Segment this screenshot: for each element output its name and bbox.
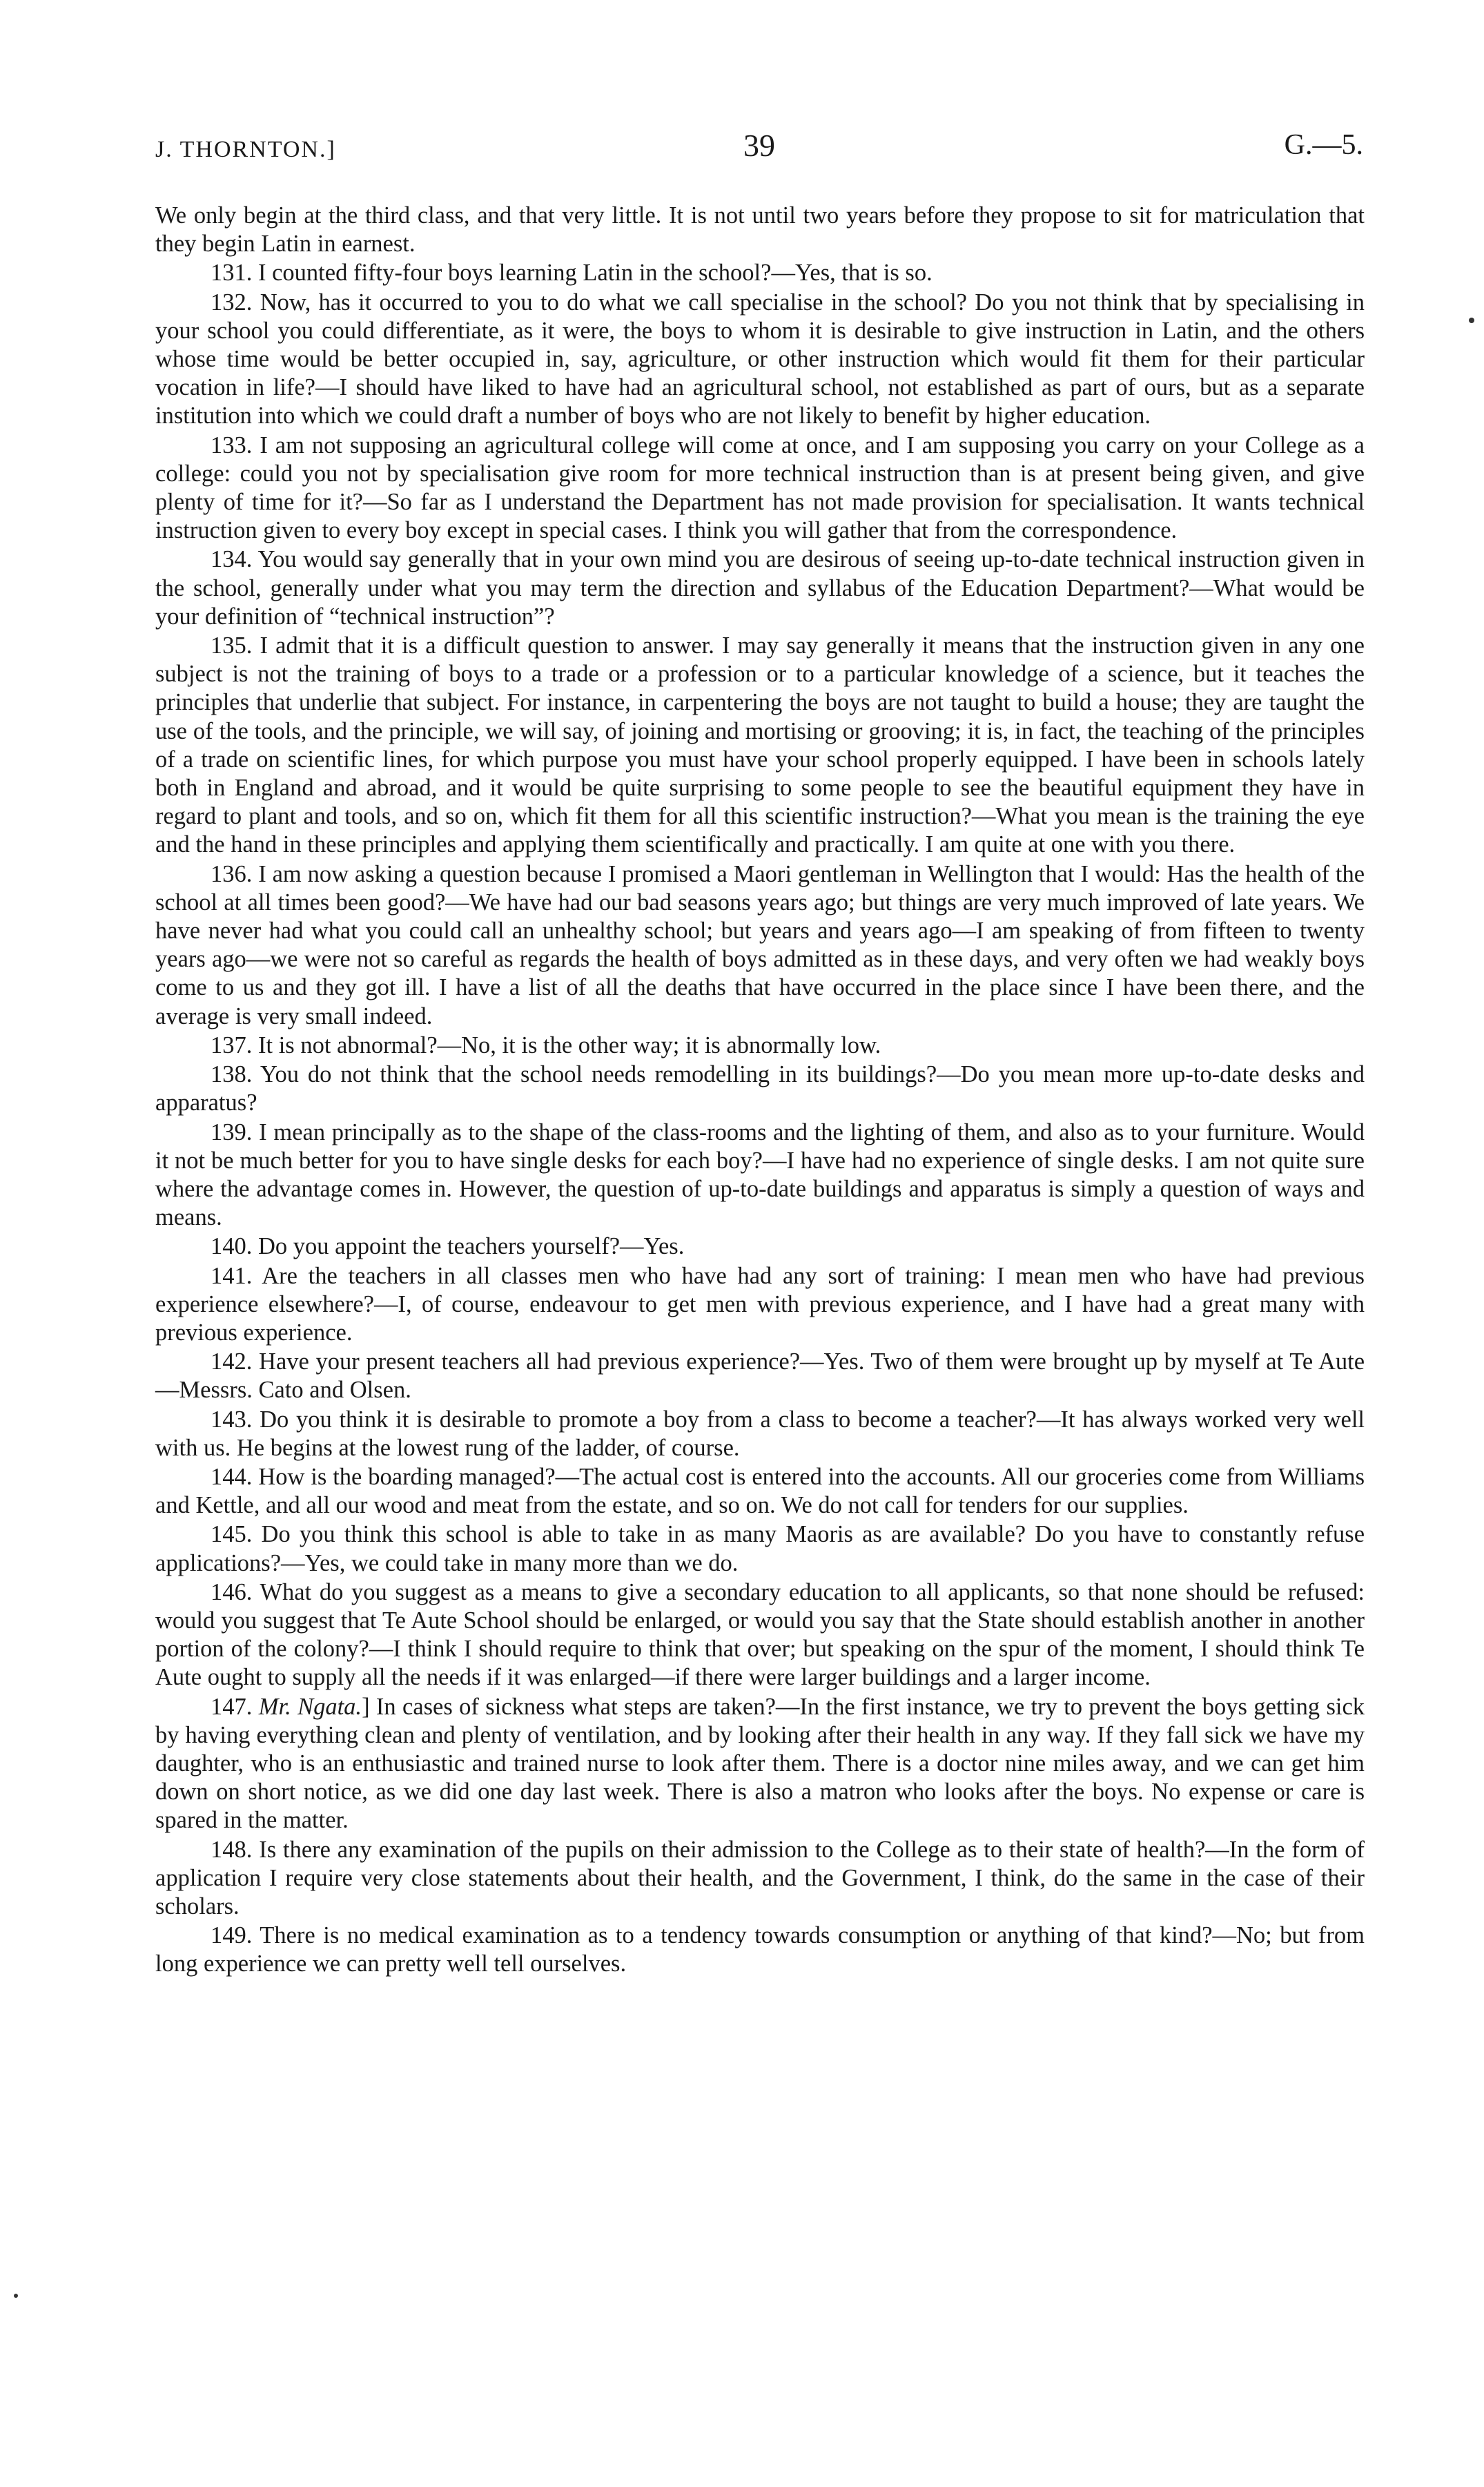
paragraph-142 — [155, 1348, 1365, 1404]
page-body — [155, 202, 1365, 1979]
margin-mark — [1469, 318, 1474, 323]
paragraph-145 — [155, 1520, 1365, 1577]
paragraph-number: 147. — [211, 1693, 253, 1720]
paragraph-133 — [155, 432, 1365, 545]
paragraph-148 — [155, 1836, 1365, 1922]
paragraph-number: 142. — [211, 1348, 253, 1375]
paragraph-text: Do you think it is desirable to promote a boy from a class to become a teacher?—It has always worked very well with us. He begins at the lowest rung of the ladder, of course. — [155, 1406, 1365, 1461]
paragraph-number: 138. — [211, 1061, 253, 1088]
paragraph-143 — [155, 1406, 1365, 1462]
header-witness-name: J. THORNTON.] — [155, 137, 336, 162]
paragraph-147 — [155, 1693, 1365, 1835]
speaker-name: Mr. Ngata. — [258, 1693, 362, 1720]
paragraph-number: 137. — [211, 1032, 253, 1058]
paragraph-number: 139. — [211, 1119, 253, 1145]
paragraph-text: Are the teachers in all classes men who have had any sort of training: I mean men who have had previous experience elsewhere?—I, of course, endeavour to get men with previous experience, and I have had a great many with previous experience. — [155, 1262, 1365, 1346]
paragraph-132 — [155, 289, 1365, 431]
paragraph-number: 136. — [211, 860, 253, 887]
paragraph-number: 133. — [211, 432, 253, 458]
paragraph-text: I counted fifty-four boys learning Latin in the school?—Yes, that is so. — [258, 260, 933, 287]
paragraph-text: What do you suggest as a means to give a secondary education to all applicants, so that none should be refused: would you suggest that Te Aute School should be enlarged, or would you say that the State should establish another in another portion of the colony?—I think I should require to think that over; but speaking on the spur of the moment, I should think Te Aute ought to supply all the needs if it was enlarged—if there were larger buildings and a larger income. — [155, 1578, 1365, 1691]
paragraph-137 — [155, 1032, 1365, 1060]
paragraph-text: Now, has it occurred to you to do what we call specialise in the school? Do you not think that by specialising in your school you could differentiate, as it were, the boys to whom it is desirable to give instruction in Latin, and the others whose time would be better occupied in, say, agriculture, or other instruction which would fit them for their particular vocation in life?—I should have liked to have had an agricultural school, not established as part of ours, but as a separate institution into which we could draft a number of boys who are not likely to benefit by higher education. — [155, 289, 1365, 429]
paragraph-number: 131. — [211, 260, 253, 287]
paragraph-text: I am now asking a question because I promised a Maori gentleman in Wellington that I would: Has the health of the school at all times been good?—We have had our bad seasons years ago; but things are very much improved of late years. We have never had what you could call an unhealthy school; but years and years ago—I am speaking of from fifteen to twenty years ago—we were not so careful as regards the health of boys admitted as in these days, and very often we had weakly boys come to us and they got ill. I have a list of all the deaths that have occurred in the place since I have been there, and the average is very small indeed. — [155, 860, 1365, 1029]
paragraph-number: 145. — [211, 1521, 253, 1548]
opening-paragraph: We only begin at the third class, and that very little. It is not until two years before they propose to sit for matriculation that they begin Latin in earnest. — [155, 202, 1365, 258]
paragraph-text: It is not abnormal?—No, it is the other way; it is abnormally low. — [258, 1032, 881, 1058]
paragraph-136 — [155, 860, 1365, 1031]
paragraph-text: ] In cases of sickness what steps are taken?—In the first instance, we try to prevent the boys getting sick by having everything clean and plenty of ventilation, and by looking after their health in any way. If they fall sick we have my daughter, who is an enthusiastic and trained nurse to look after them. There is a doctor nine miles away, and we can get him down on short notice, as we did one day last week. There is also a matron who looks after the boys. No expense or care is spared in the matter. — [155, 1693, 1365, 1834]
paragraph-144 — [155, 1463, 1365, 1520]
paragraph-number: 135. — [211, 632, 253, 659]
paragraph-number: 134. — [211, 546, 253, 573]
paragraph-138 — [155, 1061, 1365, 1117]
paragraph-text: You do not think that the school needs remodelling in its buildings?—Do you mean more up-to-date desks and apparatus? — [155, 1061, 1365, 1116]
paragraph-135 — [155, 632, 1365, 860]
paragraph-text: I am not supposing an agricultural college will come at once, and I am supposing you carry on your College as a college: could you not by specialisation give room for more technical instruction than is at present being given, and give plenty of time for it?—So far as I understand the Department has not made provision for specialisation. It wants technical instruction given to every boy except in special cases. I think you will gather that from the correspondence. — [155, 432, 1365, 544]
paragraph-text: You would say generally that in your own mind you are desirous of seeing up-to-date technical instruction given in the school, generally under what you may term the direction and syllabus of the Education Department?—What would be your definition of “technical instruction”? — [155, 546, 1365, 630]
paragraph-149 — [155, 1922, 1365, 1978]
paragraph-number: 146. — [211, 1578, 253, 1605]
paragraph-134 — [155, 545, 1365, 631]
paragraph-140 — [155, 1232, 1365, 1261]
paragraph-text: I admit that it is a difficult question to answer. I may say generally it means that the instruction given in any one subject is not the training of boys to a trade or a profession or to a particular knowledge of a science, but it teaches the principles that underlie that subject. For instance, in carpentering the boys are not taught to build a house; they are taught the use of the tools, and the principle, we will say, of joining and mortising or grooving; it is, in fact, the teaching of the principles of a trade on scientific lines, for which purpose you must have your school properly equipped. I have been in schools lately both in England and abroad, and it would be quite surprising to some people to see the beautiful equipment they have in regard to plant and tools, and so on, which fit them for all this scientific instruction?—What you mean is the training the eye and the hand in these principles and applying them scientifically and practically. I am quite at one with you there. — [155, 632, 1365, 858]
margin-mark — [14, 2294, 18, 2298]
paragraph-146 — [155, 1578, 1365, 1692]
paragraph-141 — [155, 1262, 1365, 1348]
paragraph-number: 132. — [211, 289, 253, 316]
paragraph-number: 148. — [211, 1836, 253, 1863]
document-reference: G.—5. — [1284, 129, 1363, 161]
paragraph-number: 149. — [211, 1922, 253, 1949]
paragraph-text: Do you appoint the teachers yourself?—Yes. — [258, 1233, 685, 1260]
paragraph-text: Do you think this school is able to take in as many Maoris as are available? Do you have to constantly refuse applications?—Yes, we could take in many more than we do. — [155, 1521, 1365, 1576]
paragraph-text: I mean principally as to the shape of the class-rooms and the lighting of them, and also as to your furniture. Would it not be much better for you to have single desks for each boy?—I have had no experience of single desks. I am not quite sure where the advantage comes in. However, the question of up-to-date buildings and apparatus is simply a question of ways and means. — [155, 1119, 1365, 1231]
paragraph-text: There is no medical examination as to a tendency towards consumption or anything of that kind?—No; but from long experience we can pretty well tell ourselves. — [155, 1922, 1365, 1977]
page-header — [155, 124, 1363, 166]
paragraph-text: Have your present teachers all had previous experience?—Yes. Two of them were brought up by myself at Te Aute—Messrs. Cato and Olsen. — [155, 1348, 1365, 1404]
paragraph-131 — [155, 259, 1365, 287]
paragraph-text: Is there any examination of the pupils on their admission to the College as to their state of health?—In the form of application I require very close statements about their health, and the Government, I think, do the same in the case of their scholars. — [155, 1836, 1365, 1919]
paragraph-number: 144. — [211, 1463, 253, 1490]
paragraph-number: 140. — [211, 1233, 253, 1260]
paragraph-number: 141. — [211, 1262, 253, 1289]
paragraph-number: 143. — [211, 1406, 253, 1433]
page-number: 39 — [743, 128, 775, 163]
paragraph-139 — [155, 1119, 1365, 1232]
paragraph-text: How is the boarding managed?—The actual cost is entered into the accounts. All our groceries come from Williams and Kettle, and all our wood and meat from the estate, and so on. We do not call for tenders for our supplies. — [155, 1463, 1365, 1519]
